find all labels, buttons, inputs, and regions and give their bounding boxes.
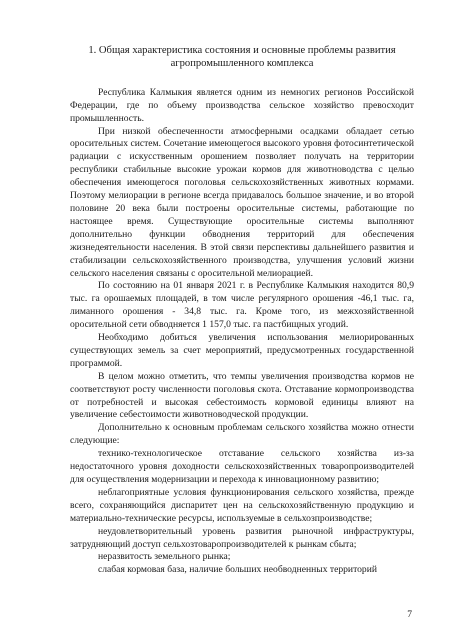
paragraph-feed-production: В целом можно отметить, что темпы увеличения производства кормов не соответствуют росту численности поголовья скота. Отставание кормопроизводства от потребностей и высокая себестоимость кормовой единицы влияют на увеличение себестоимости животноводческой продукции. [70, 370, 414, 421]
paragraph-necessity: Необходимо добиться увеличения использования мелиорированных существующих земель за счет мероприятий, предусмотренных государственной программой. [70, 332, 414, 369]
list-item-market-infrastructure: неудовлетворительный уровень развития рыночной инфраструктуры, затрудняющий доступ сельхозтоваропроизводителей к рынкам сбыта; [70, 525, 414, 550]
paragraph-irrigation: При низкой обеспеченности атмосферными осадками обладает сетью оросительных систем. Сочетание имеющегося высокого уровня фотосинтетической радиации с искусственным орошением позволяет получать на территории республики стабильные высокие урожаи кормов для животноводства с целью обеспечения имеющегося поголовья сельскохозяйственных животных кормами. Поэтому мелиорации в регионе всегда придавалось большое значение, и во второй половине 20 века были построены оросительные системы, работающие по настоящее время. Существующие оросительные системы выполняют дополнительно функции обводнения территорий для обеспечения жизнедеятельности населения. В этой связи перспективы дальнейшего развития и стабилизации сельскохозяйственного производства, улучшения условий жизни сельского населения связаны с оросительной мелиорацией. [70, 125, 414, 279]
list-item-land-market: неразвитость земельного рынка; [98, 551, 231, 563]
paragraph-problems-intro: Дополнительно к основным проблемам сельского хозяйства можно отнести следующие: [70, 422, 414, 447]
list-item-technology-lag: технико-технологическое отставание сельского хозяйства из-за недостаточного уровня доходности сельскохозяйственных товаропроизводителей для осуществления модернизации и перехода к инновационному развитию; [70, 448, 414, 485]
list-item-feed-base: слабая кормовая база, наличие больших необводненных территорий [98, 564, 377, 576]
section-heading-line-1: 1. Общая характеристика состояния и основные проблемы развития [88, 45, 396, 56]
paragraph-statistics: По состоянию на 01 января 2021 г. в Республике Калмыкия находится 80,9 тыс. га орошаемых площадей, в том числе регулярного орошения -46,1 тыс. га, лиманного орошения - 34,8 тыс. га. Кроме того, из межхозяйственной оросительной сети обводняется 1 157,0 тыс. га пастбищных угодий. [70, 280, 414, 331]
paragraph-intro: Республика Калмыкия является одним из немногих регионов Российской Федерации, где по объему производства сельское хозяйство превосходит промышленность. [70, 86, 414, 124]
list-item-unfavorable-conditions: неблагоприятные условия функционирования сельского хозяйства, прежде всего, сохраняющийся диспаритет цен на сельскохозяйственную продукцию и материально-технические ресурсы, используемые в сельхозпроизводстве; [70, 486, 414, 524]
section-heading-line-2: агропромышленного комплекса [170, 58, 314, 70]
page-number: 7 [407, 609, 412, 620]
section-heading [70, 44, 414, 71]
